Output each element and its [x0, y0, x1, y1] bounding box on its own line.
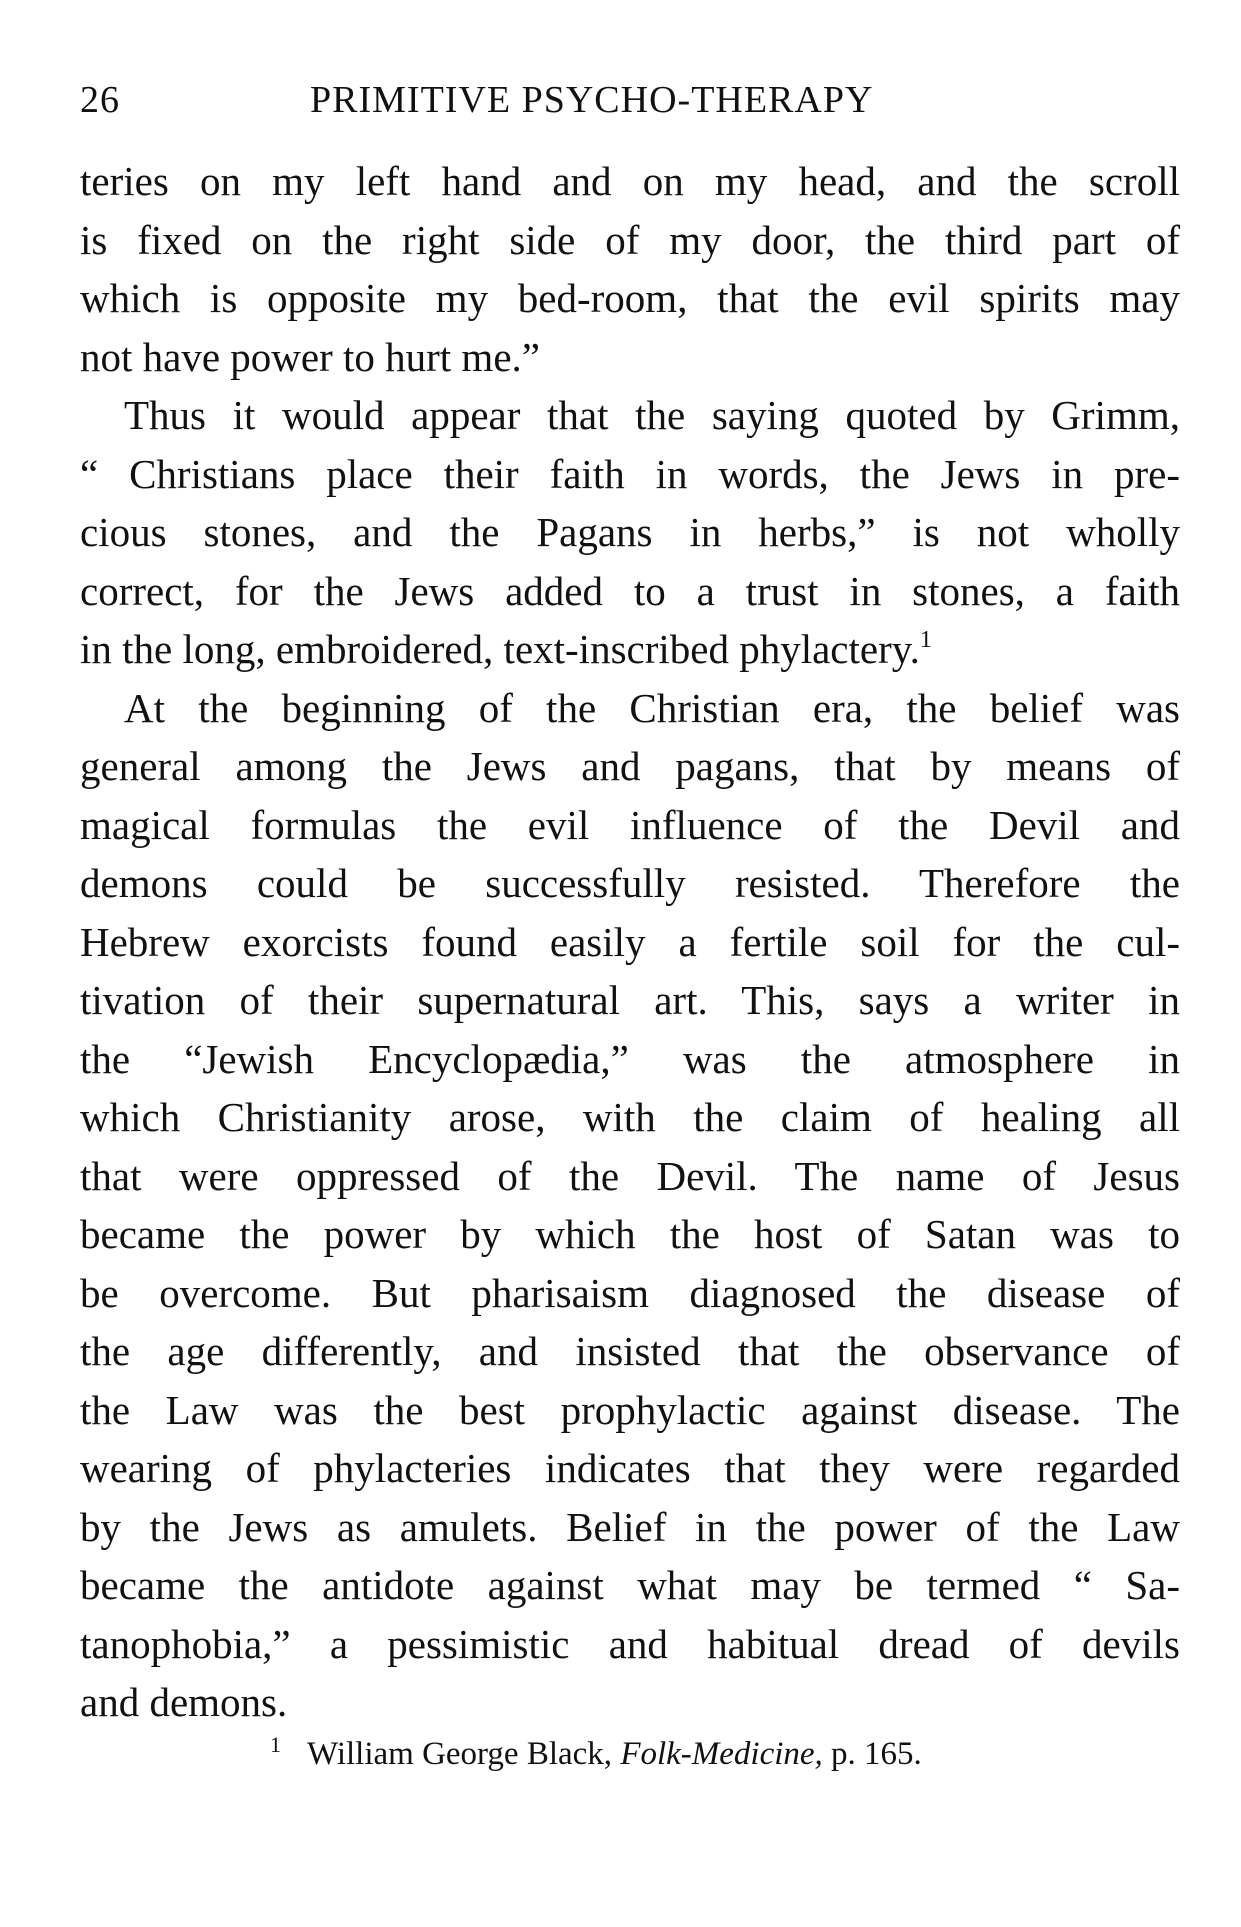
text-line: is fixed on the right side of my door, the third part of: [80, 216, 1180, 263]
text-line: which Christianity arose, with the claim of healing all: [80, 1094, 1180, 1140]
footnote-marker: 1: [270, 1732, 281, 1757]
text-line: wearing of phylacteries indicates that they were regarded: [80, 1445, 1180, 1491]
text-line: Thus it would appear that the saying quoted by Grimm,: [124, 392, 1180, 438]
running-title: PRIMITIVE PSYCHO-THERAPY: [310, 79, 874, 121]
text-line: not have power to hurt me.”: [80, 333, 540, 380]
text-line: by the Jews as amulets. Belief in the power of the Law: [80, 1503, 1180, 1550]
text-line: in the long, embroidered, text-inscribed phylactery.: [80, 626, 920, 672]
text-line: the age differently, and insisted that the observance of: [80, 1328, 1180, 1374]
text-line: magical formulas the evil influence of the Devil and: [80, 801, 1180, 848]
page-number: 26: [80, 79, 120, 121]
text-line: be overcome. But pharisaism diagnosed the disease of: [80, 1269, 1180, 1316]
text-line: cious stones, and the Pagans in herbs,” is not wholly: [80, 509, 1180, 555]
text-line: tivation of their supernatural art. This, says a writer in: [80, 977, 1180, 1023]
text-line-with-note: [80, 620, 1180, 679]
text-line: teries on my left hand and on my head, and the scroll: [80, 158, 1180, 204]
text-line: tanophobia,” a pessimistic and habitual dread of devils: [80, 1620, 1180, 1667]
footnote-page: p. 165.: [831, 1736, 922, 1772]
footnote-reference: 1: [919, 627, 932, 653]
footnote-work-title: Folk-Medicine,: [620, 1736, 823, 1772]
body-text: [80, 152, 1180, 1732]
text-line: “ Christians place their faith in words, the Jews in pre-: [80, 450, 1180, 497]
footnote: [270, 1732, 922, 1773]
text-line: became the power by which the host of Satan was to: [80, 1211, 1180, 1257]
text-line: and demons.: [80, 1679, 288, 1725]
text-line: the “Jewish Encyclopædia,” was the atmosphere in: [80, 1035, 1180, 1082]
text-line: general among the Jews and pagans, that by means of: [80, 743, 1180, 789]
text-line: correct, for the Jews added to a trust in stones, a faith: [80, 567, 1180, 614]
footnote-author: William George Black,: [307, 1736, 613, 1772]
text-line: became the antidote against what may be termed “ Sa-: [80, 1562, 1180, 1608]
running-head: [80, 78, 1180, 138]
text-line: Hebrew exorcists found easily a fertile soil for the cul-: [80, 918, 1180, 965]
text-line: which is opposite my bed-room, that the evil spirits may: [80, 275, 1180, 321]
text-line: the Law was the best prophylactic against disease. The: [80, 1386, 1180, 1433]
text-line: demons could be successfully resisted. Therefore the: [80, 860, 1180, 906]
text-line: that were oppressed of the Devil. The name of Jesus: [80, 1152, 1180, 1199]
text-line: At the beginning of the Christian era, the belief was: [124, 684, 1180, 731]
